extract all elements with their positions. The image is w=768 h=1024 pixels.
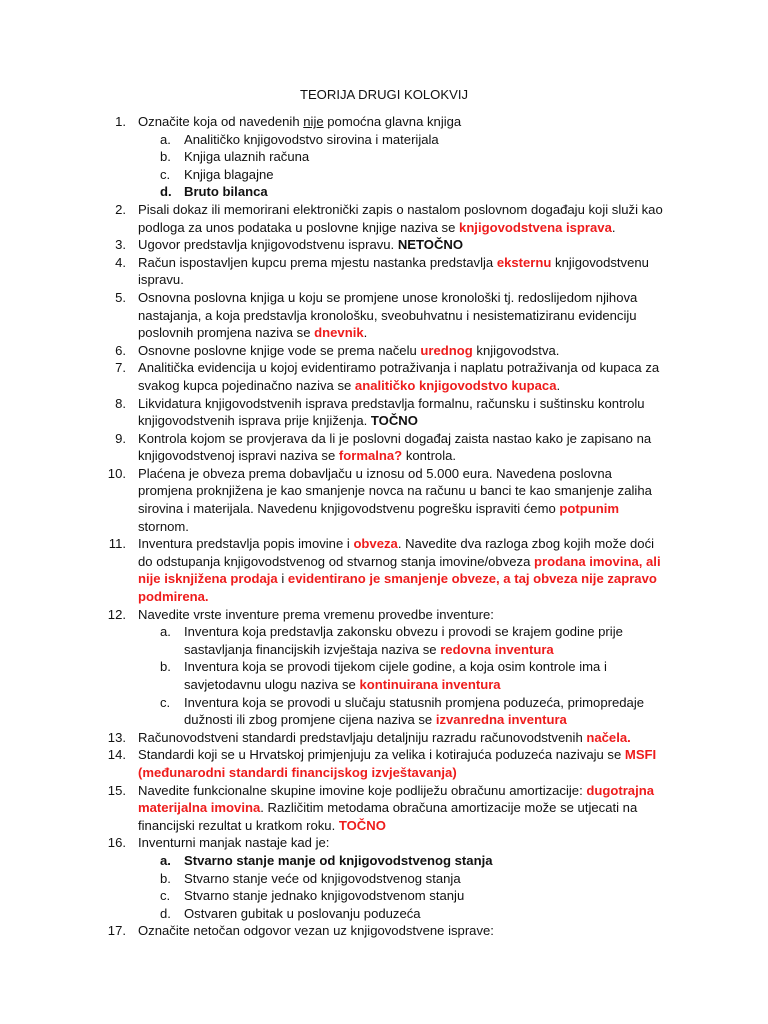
question-text: Označite koja od navedenih <box>138 114 304 129</box>
question-text: Analitička evidencija u kojoj evidentiramo potraživanja i naplatu potraživanja od kupaca za svakog kupca pojedinačno naziva se <box>138 360 660 393</box>
question-number: 12. <box>107 606 126 622</box>
question-number: 14. <box>107 747 126 763</box>
question-number: 13. <box>107 729 126 745</box>
question-17 <box>0 922 668 940</box>
page-title: TEORIJA DRUGI KOLOKVIJ <box>299 87 469 102</box>
question-1 <box>0 113 668 131</box>
question-text: Računovodstveni standardi predstavljaju detaljniju razradu računovodstvenih <box>138 729 587 745</box>
question-number: 15. <box>107 782 126 798</box>
question-9 <box>0 430 668 465</box>
question-text: Ugovor predstavlja knjigovodstvenu ispravu. <box>138 237 398 253</box>
question-3 <box>0 236 668 254</box>
question-text: Standardi koji se u Hrvatskoj primjenjuju za velika i kotirajuća poduzeća nazivaju se <box>138 747 625 763</box>
option-text: Inventura koja predstavlja zakonsku obvezu i provodi se krajem godine prije sastavljanja financijskih izvještaja naziva se <box>184 624 623 657</box>
answer-text: urednog <box>420 342 473 358</box>
question-text: Označite netočan odgovor vezan uz knjigovodstvene isprave: <box>138 923 494 939</box>
question-text: Navedite vrste inventure prema vremenu provedbe inventure: <box>138 606 494 622</box>
option-1b <box>0 148 668 166</box>
question-text: kontrola. <box>402 448 457 464</box>
option-letter: a. <box>160 624 171 640</box>
option-text: Inventura koja se provodi tijekom cijele godine, a koja osim kontrole ima i savjetodavnu ulogu naziva se <box>184 659 607 692</box>
question-text: Osnovna poslovna knjiga u koju se promjene unose kronološki tj. redoslijedom njihova nastajanja, a koja predstavlja kronološku, sveobuhvatnu i nesistematiziranu evidenciju poslovnih promjena naziva se <box>138 289 638 341</box>
answer-text: kontinuirana inventura <box>359 677 501 692</box>
answer-text: načela. <box>586 729 631 745</box>
option-letter: c. <box>160 166 171 182</box>
question-text: Osnovne poslovne knjige vode se prema načelu <box>138 342 421 358</box>
answer-text: prodana imovina, ali nije isknjižena prodaja <box>138 553 661 587</box>
option-text: Stvarno stanje jednako knjigovodstvenom stanju <box>184 888 465 904</box>
question-text: Kontrola kojom se provjerava da li je poslovni događaj zaista nastao kako je zapisano na knjigovodstvenoj ispravi naziva se <box>138 430 652 464</box>
answer-text: redovna inventura <box>440 641 554 657</box>
option-text: Stvarno stanje veće od knjigovodstvenog stanja <box>184 870 461 886</box>
option-letter: b. <box>160 659 171 675</box>
option-letter: c. <box>160 694 171 710</box>
option-1d-answer <box>0 183 668 201</box>
question-5 <box>0 289 668 342</box>
question-text: . Različitim metodama obračuna amortizacije može se utjecati na financijski rezultat u kratkom roku. <box>138 800 638 833</box>
question-text: Inventurni manjak nastaje kad je: <box>138 835 330 851</box>
underlined-word: nije <box>303 114 324 129</box>
option-letter: b. <box>160 149 171 165</box>
question-12 <box>0 606 668 624</box>
question-10 <box>0 465 668 535</box>
question-list <box>0 113 768 940</box>
question-number: 16. <box>107 835 126 851</box>
question-text: . <box>611 219 616 235</box>
question-14 <box>0 746 668 781</box>
option-letter: a. <box>160 852 171 868</box>
answer-text: evidentirano je smanjenje obveze, a taj obveza nije zapravo podmirena. <box>138 571 657 605</box>
question-text: stornom. <box>138 518 189 534</box>
question-number: 4. <box>115 254 126 270</box>
option-1a <box>0 131 668 149</box>
answer-text: dugotrajna materijalna imovina <box>138 782 655 816</box>
option-12a <box>0 623 668 658</box>
option-12c <box>0 694 668 729</box>
question-text: Račun ispostavljen kupcu prema mjestu nastanka predstavlja <box>138 254 497 270</box>
question-text: pomoćna glavna knjiga <box>323 114 462 129</box>
answer-text: analitičko knjigovodstvo kupaca <box>354 377 557 393</box>
question-number: 1. <box>115 114 126 129</box>
question-2 <box>0 201 668 236</box>
option-text: Knjiga ulaznih računa <box>184 149 310 165</box>
question-11 <box>0 535 668 605</box>
option-16a-answer <box>0 852 668 870</box>
question-text: Plaćena je obveza prema dobavljaču u iznosu od 5.000 eura. Navedena poslovna promjena proknjižena je kao smanjenje novca na računu u banci te kao smanjenje zaliha sirovina i materijala. Navedenu knjigovodstvenu pogrešku ispraviti ćemo <box>138 465 652 517</box>
question-text: Pisali dokaz ili memorirani elektronički zapis o nastalom poslovnom događaju koji služi kao podloga za unos podataka u poslovne knjige naziva se <box>138 201 663 235</box>
question-number: 3. <box>115 237 126 253</box>
answer-text: TOČNO <box>370 413 418 429</box>
question-number: 2. <box>115 201 126 217</box>
question-text: Likvidatura knjigovodstvenih isprava predstavlja formalnu, računsku i suštinsku kontrolu knjigovodstvenih isprava prije knjiženja. <box>138 395 645 429</box>
question-7 <box>0 359 668 394</box>
answer-text: eksternu <box>496 254 552 270</box>
option-text: Bruto bilanca <box>184 184 268 200</box>
question-6 <box>0 342 668 360</box>
option-16b <box>0 870 668 888</box>
question-8 <box>0 395 668 430</box>
question-number: 5. <box>115 289 126 305</box>
answer-text: MSFI (međunarodni standardi financijskog izvještavanja) <box>138 747 657 780</box>
question-number: 17. <box>107 923 126 939</box>
option-12b <box>0 658 668 693</box>
question-4 <box>0 254 668 289</box>
answer-text: potpunim <box>559 501 620 517</box>
question-text: Navedite funkcionalne skupine imovine koje podliježu obračunu amortizacije: <box>138 782 587 798</box>
question-text: . <box>363 325 368 341</box>
option-16c <box>0 887 668 905</box>
answer-text: knjigovodstvena isprava <box>459 219 612 235</box>
question-number: 7. <box>115 360 126 376</box>
question-text: Inventura predstavlja popis imovine i <box>138 536 354 552</box>
question-text: . Navedite dva razloga zbog kojih može doći do odstupanja knjigovodstvenog od stvarnog stanja imovine/obveza <box>138 536 655 569</box>
option-1c <box>0 166 668 184</box>
question-15 <box>0 782 668 835</box>
option-text: Ostvaren gubitak u poslovanju poduzeća <box>184 905 421 921</box>
answer-text: obveza <box>353 536 398 552</box>
option-text: Analitičko knjigovodstvo sirovina i materijala <box>184 131 439 147</box>
option-text: Stvarno stanje manje od knjigovodstvenog stanja <box>184 852 493 868</box>
question-16 <box>0 834 668 852</box>
question-text: knjigovodstvenu ispravu. <box>138 254 649 288</box>
answer-text: izvanredna inventura <box>435 712 567 728</box>
option-16d <box>0 905 668 923</box>
option-letter: c. <box>160 888 171 904</box>
option-text: Inventura koja se provodi u slučaju statusnih promjena poduzeća, primopredaje dužnosti ili zbog promjene cijena naziva se <box>184 694 645 728</box>
option-letter: b. <box>160 870 171 886</box>
option-letter: d. <box>160 905 171 921</box>
answer-text: TOČNO <box>338 817 386 833</box>
option-text: Knjiga blagajne <box>184 166 274 182</box>
question-number: 8. <box>115 395 126 411</box>
question-number: 6. <box>115 342 126 358</box>
answer-text: formalna? <box>338 448 403 464</box>
question-number: 10. <box>107 465 126 481</box>
question-number: 9. <box>115 430 126 446</box>
answer-text: NETOČNO <box>397 237 464 253</box>
question-text: knjigovodstva. <box>472 342 560 358</box>
question-number: 11. <box>108 536 126 552</box>
answer-text: dnevnik <box>314 325 364 341</box>
option-letter: a. <box>160 131 171 147</box>
question-text: i <box>277 571 288 587</box>
option-letter: d. <box>160 184 172 200</box>
question-text: . <box>556 377 561 393</box>
question-13 <box>0 729 668 747</box>
